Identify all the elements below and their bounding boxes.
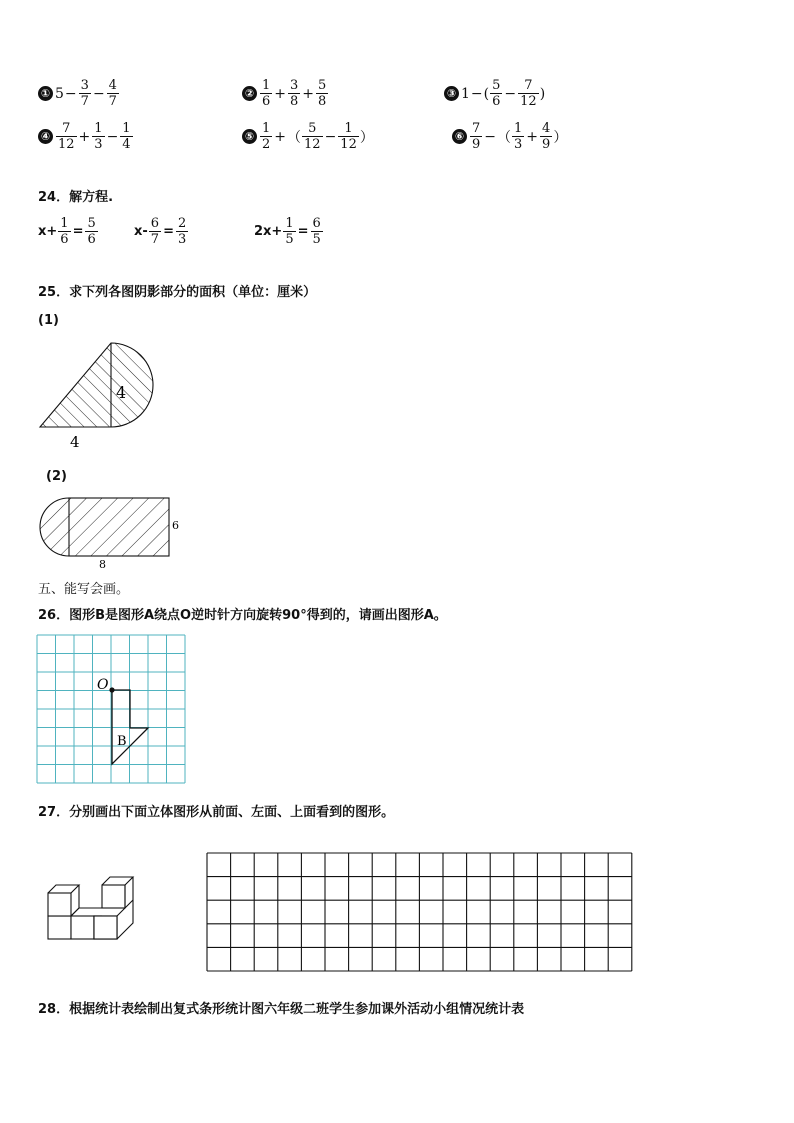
- fraction: $\frac{5}{6}$: [87, 216, 96, 247]
- circle-number: ①: [38, 86, 53, 101]
- shaded-semicircle: [30, 492, 75, 572]
- width-label: 8: [99, 558, 106, 571]
- expr-3: ③ 1 − ( $\frac{5}{6}$ − $\frac{7}{12}$ ): [444, 78, 545, 109]
- point-o: [109, 687, 114, 692]
- fraction: $\frac{1}{6}$: [262, 78, 271, 109]
- fraction: $\frac{1}{2}$: [262, 121, 271, 152]
- circle-number: ②: [242, 86, 257, 101]
- fraction: $\frac{3}{8}$: [290, 78, 299, 109]
- fraction: $\frac{7}{12}$: [58, 121, 75, 152]
- shape-b-label: B: [117, 734, 127, 749]
- fraction: $\frac{1}{3}$: [514, 121, 523, 152]
- cube-solid-figure: [40, 868, 140, 944]
- side-label: 4: [116, 383, 127, 402]
- expr-2: ② $\frac{1}{6}$ + $\frac{3}{8}$ + $\frac{5}{8}$: [242, 78, 329, 109]
- height-label: 6: [172, 519, 179, 532]
- section-heading: 五、能写会画。: [38, 582, 130, 597]
- drawing-grid[interactable]: [206, 852, 634, 974]
- q26-title: 26．图形B是图形A绕点O逆时针方向旋转90°得到的，请画出图形A。: [38, 608, 447, 623]
- equation-1: x+ $\frac{1}{6}$ = $\frac{5}{6}$: [38, 216, 96, 247]
- expr-1: ① 5 − $\frac{3}{7}$ − $\frac{4}{7}$: [38, 78, 120, 109]
- circle-number: ③: [444, 86, 459, 101]
- fraction: $\frac{2}{3}$: [177, 216, 187, 247]
- fraction: $\frac{3}{7}$: [80, 78, 89, 109]
- fraction: $\frac{4}{9}$: [542, 121, 551, 152]
- drawing-grid-lines: [207, 853, 632, 971]
- expr-6: ⑥ $\frac{7}{9}$ − （ $\frac{1}{3}$ + $\frac{4}{9}$ ）: [452, 121, 567, 152]
- circle-number: ⑥: [452, 129, 467, 144]
- fraction: $\frac{1}{12}$: [340, 121, 357, 152]
- figure-rectangle-semicircle: [30, 492, 200, 572]
- expr-4: ④ $\frac{7}{12}$ + $\frac{1}{3}$ − $\frac{1}{4}$: [38, 121, 134, 152]
- equation-3: 2x+ $\frac{1}{5}$ = $\frac{6}{5}$: [254, 216, 321, 247]
- fraction: $\frac{5}{6}$: [492, 78, 501, 109]
- q27-title: 27．分别画出下面立体图形从前面、左面、上面看到的图形。: [38, 805, 395, 820]
- shaded-region: [30, 335, 170, 455]
- expr-5: ⑤ $\frac{1}{2}$ + （ $\frac{5}{12}$ − $\frac{1}{12}$ ）: [242, 121, 374, 152]
- part-2-label: (2): [46, 469, 67, 484]
- shaded-rectangle: [69, 498, 169, 556]
- q28-title: 28．根据统计表绘制出复式条形统计图六年级二班学生参加课外活动小组情况统计表: [38, 1002, 525, 1017]
- point-o-label: O: [97, 677, 109, 693]
- fraction: $\frac{7}{9}$: [472, 121, 481, 152]
- fraction: $\frac{1}{6}$: [60, 216, 69, 247]
- fraction: $\frac{6}{7}$: [150, 216, 160, 247]
- fraction: $\frac{5}{8}$: [318, 78, 327, 109]
- fraction: $\frac{1}{4}$: [122, 121, 131, 152]
- rotation-grid: [36, 634, 188, 786]
- q24-title: 24．解方程.: [38, 190, 114, 205]
- fraction: $\frac{1}{5}$: [285, 216, 294, 247]
- part-1-label: (1): [38, 313, 59, 328]
- fraction: $\frac{5}{12}$: [304, 121, 321, 152]
- fraction: $\frac{7}{12}$: [520, 78, 537, 109]
- equation-2: x- $\frac{6}{7}$ = $\frac{2}{3}$: [134, 216, 187, 247]
- fraction: $\frac{4}{7}$: [108, 78, 117, 109]
- fraction: $\frac{6}{5}$: [312, 216, 321, 247]
- figure-triangle-semicircle: [30, 335, 170, 455]
- grid-lines: [37, 635, 185, 783]
- q25-title: 25．求下列各图阴影部分的面积（单位：厘米）: [38, 285, 317, 300]
- circle-number: ④: [38, 129, 53, 144]
- fraction: $\frac{1}{3}$: [94, 121, 103, 152]
- base-label: 4: [70, 433, 80, 451]
- circle-number: ⑤: [242, 129, 257, 144]
